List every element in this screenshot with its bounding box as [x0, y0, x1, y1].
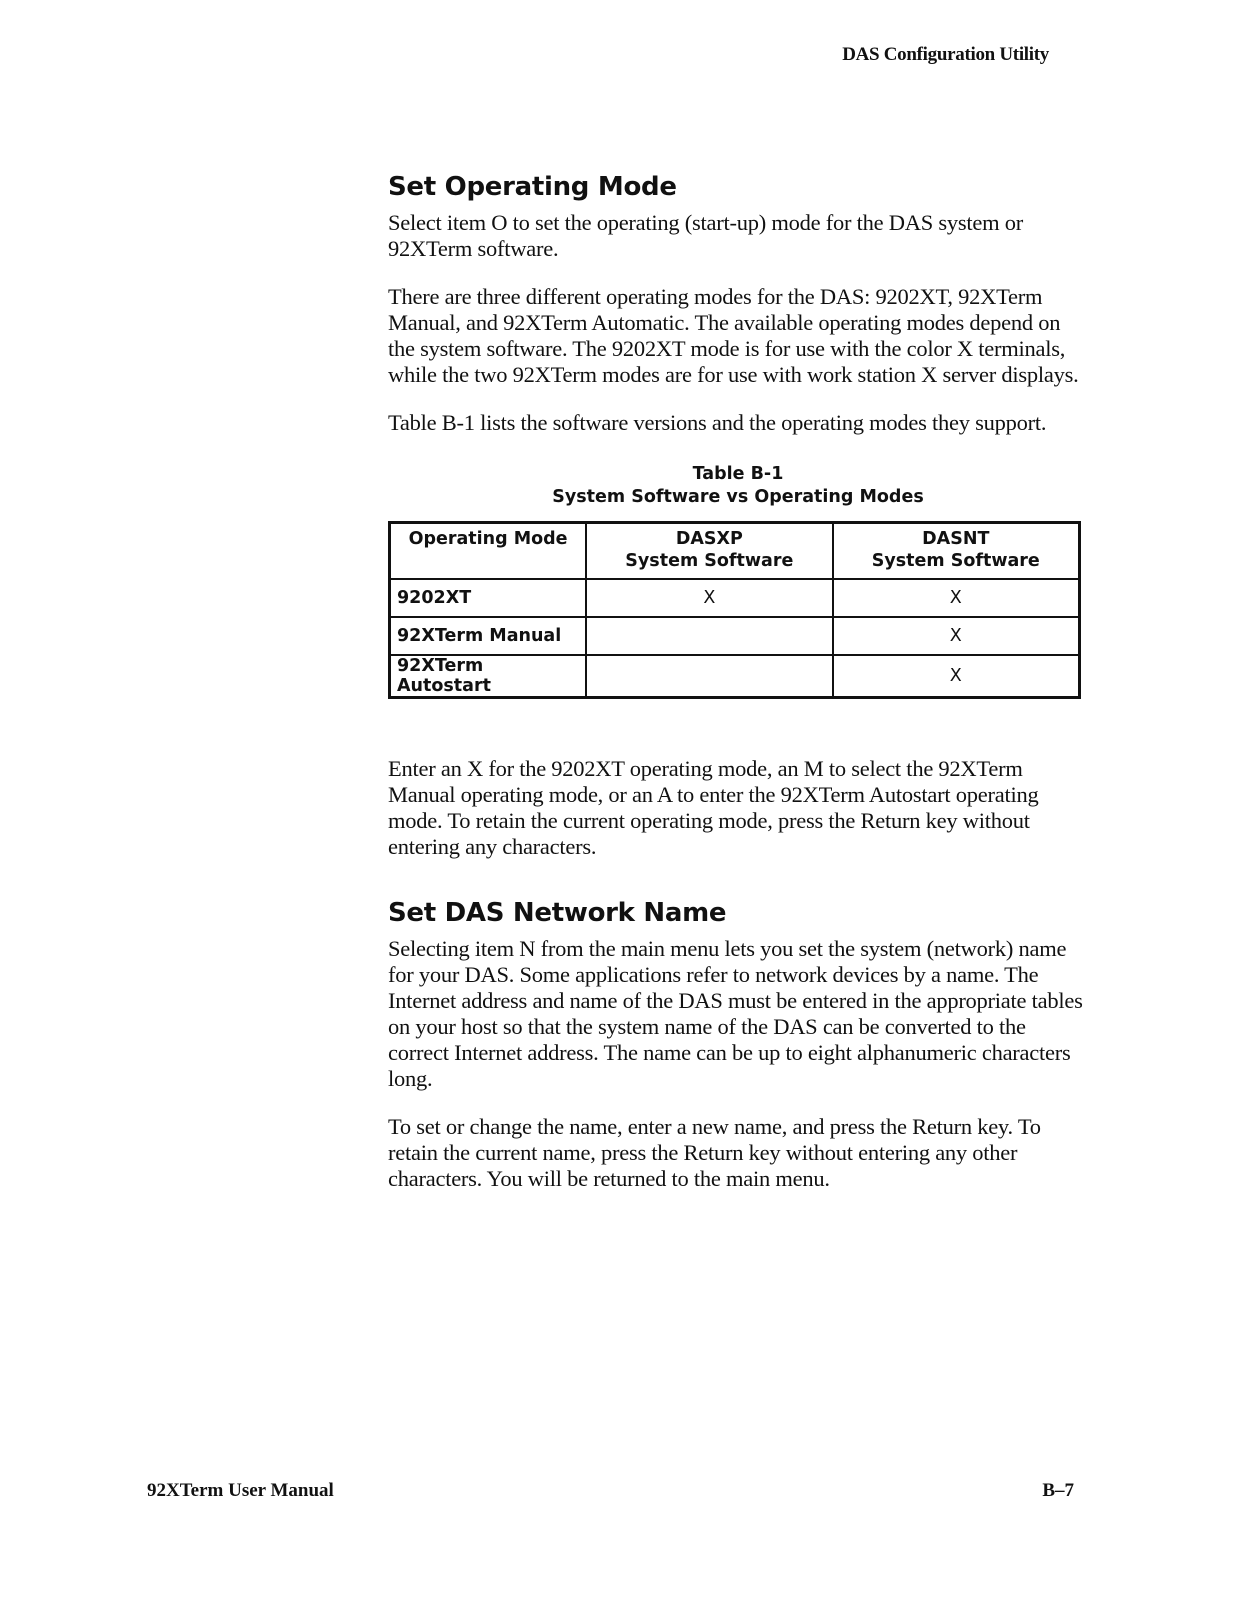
footer-manual-title: 92XTerm User Manual [147, 1480, 334, 1501]
table-row [390, 655, 1080, 698]
section-heading-operating-mode: Set Operating Mode [388, 172, 677, 202]
paragraph: To set or change the name, enter a new name, and press the Return key. To retain the current name, press the Return key without entering any other characters. You will be returned to the main menu. [388, 1114, 1041, 1191]
footer-page-number: B–7 [1042, 1480, 1074, 1501]
table-caption [388, 463, 1088, 509]
table-cell-dasnt: X [833, 579, 1080, 617]
paragraph: Select item O to set the operating (start-up) mode for the DAS system or 92XTerm software. [388, 210, 1023, 261]
table-row [390, 579, 1080, 617]
spacer [388, 699, 1088, 756]
table-cell-mode: 9202XT [390, 579, 587, 617]
section-heading-network-name: Set DAS Network Name [388, 898, 727, 928]
table-cell-dasxp [586, 617, 832, 655]
paragraph: Selecting item N from the main menu lets you set the system (network) name for your DAS. Some applications refer to network devices by a name. The Internet address and name of the DAS must be entered in the appropriate tables on your host so that the system name of the DAS can be converted to the correct Internet address. The name can be up to eight alphanumeric characters long. [388, 936, 1083, 1091]
running-header: DAS Configuration Utility [842, 44, 1049, 65]
table-header-cell: DASNT System Software [833, 523, 1080, 580]
table-cell-dasnt: X [833, 617, 1080, 655]
table-cell-dasxp: X [586, 579, 832, 617]
table-header-cell: Operating Mode [390, 523, 587, 580]
table-row [390, 617, 1080, 655]
table-cell-dasxp [586, 655, 832, 698]
page-content [388, 172, 1088, 1214]
operating-modes-table [388, 521, 1081, 699]
paragraph: There are three different operating modes for the DAS: 9202XT, 92XTerm Manual, and 92XTerm Automatic. The available operating modes depend on the system software. The 9202XT mode is for use with the color X terminals, while the two 92XTerm modes are for use with work station X server displays. [388, 284, 1079, 387]
table-cell-mode: 92XTerm Autostart [390, 655, 587, 698]
table-header-row [390, 523, 1080, 580]
table-cell-mode: 92XTerm Manual [390, 617, 587, 655]
paragraph: Table B-1 lists the software versions and the operating modes they support. [388, 410, 1047, 435]
table-caption-number: Table B-1 [692, 464, 784, 484]
paragraph: Enter an X for the 9202XT operating mode, an M to select the 92XTerm Manual operating mode, or an A to enter the 92XTerm Autostart operating mode. To retain the current operating mode, press the Return key without entering any characters. [388, 756, 1039, 859]
table-header-cell: DASXP System Software [586, 523, 832, 580]
table-caption-title: System Software vs Operating Modes [552, 487, 924, 507]
table-cell-dasnt: X [833, 655, 1080, 698]
